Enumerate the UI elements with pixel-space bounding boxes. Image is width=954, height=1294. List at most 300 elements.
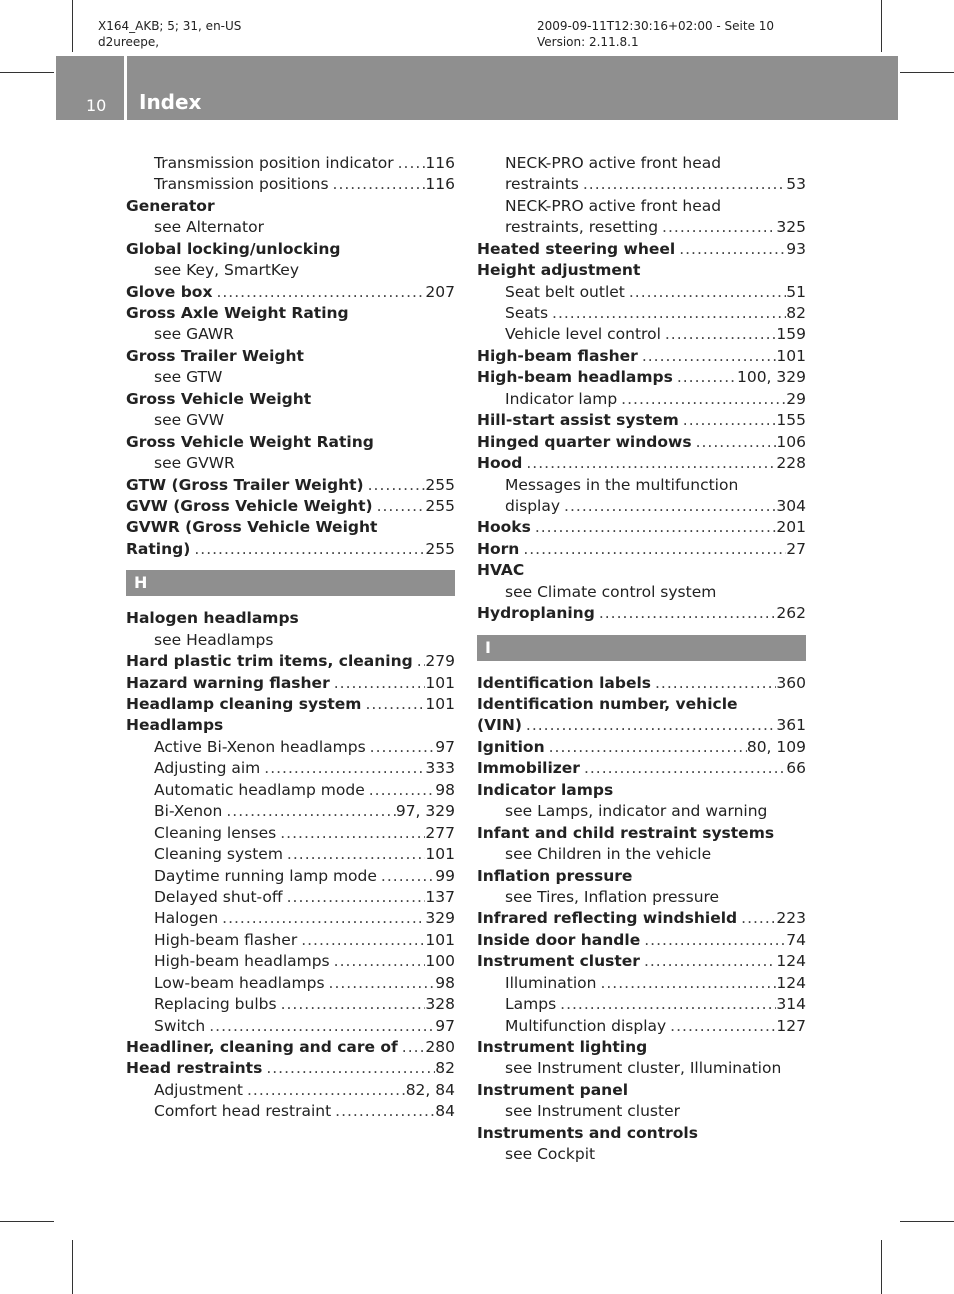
banner-divider (124, 56, 127, 120)
index-term: High-beam headlamps (477, 368, 673, 387)
dot-leader (596, 973, 776, 994)
index-term: Lamps (505, 995, 557, 1014)
index-term: Headlamp cleaning system (126, 695, 362, 714)
index-subentry (126, 801, 455, 822)
page-reference: 82 (435, 1059, 455, 1078)
index-term: Glove box (126, 282, 213, 301)
index-term: Headliner, cleaning and care of (126, 1038, 398, 1057)
index-entry (126, 282, 455, 303)
crop-mark (900, 1221, 954, 1222)
index-entry (126, 539, 455, 560)
index-entry (126, 346, 455, 367)
index-entry (477, 239, 806, 260)
index-subentry (126, 737, 455, 758)
index-section-header: H (126, 570, 455, 596)
index-entry (477, 673, 806, 694)
page-reference: 228 (776, 454, 806, 473)
index-term: Inside door handle (477, 930, 641, 949)
index-entry (126, 716, 455, 737)
page-reference: 101 (425, 845, 455, 864)
dot-leader (737, 908, 776, 929)
dot-leader (297, 930, 425, 951)
index-subentry (477, 325, 806, 346)
index-term: Hill-start assist system (477, 411, 679, 430)
page-reference: 127 (776, 1016, 806, 1035)
dot-leader (658, 217, 776, 238)
index-subentry (126, 758, 455, 779)
page-reference: 93 (786, 239, 806, 258)
dot-leader (377, 866, 435, 887)
page-reference: 304 (776, 496, 806, 515)
index-entry (477, 453, 806, 474)
index-term: Gross Vehicle Weight (126, 389, 312, 408)
dot-leader (617, 389, 786, 410)
page-reference: 223 (776, 909, 806, 928)
index-subentry (477, 282, 806, 303)
page-reference: 277 (425, 823, 455, 842)
dot-leader (519, 539, 786, 560)
index-subentry (126, 908, 455, 929)
dot-leader (413, 651, 426, 672)
dot-leader (651, 673, 776, 694)
index-term: Headlamps (126, 716, 224, 735)
index-term: display (505, 496, 561, 515)
index-term: High-beam flasher (477, 346, 638, 365)
index-term: Illumination (505, 973, 597, 992)
dot-leader (277, 994, 426, 1015)
index-term: Daytime running lamp mode (154, 866, 377, 885)
index-entry (477, 866, 806, 887)
index-term: Delayed shut-off (154, 887, 283, 906)
index-entry (477, 346, 806, 367)
index-entry (126, 303, 455, 324)
index-column-right (477, 153, 806, 1166)
index-subentry (126, 410, 455, 431)
index-entry (126, 651, 455, 672)
page-reference: 84 (435, 1102, 455, 1121)
page-reference: 280 (425, 1038, 455, 1057)
index-subentry (126, 630, 455, 651)
index-term: Instrument lighting (477, 1038, 648, 1057)
dot-leader (190, 539, 425, 560)
page-reference: 101 (425, 695, 455, 714)
index-term: Adjustment (154, 1080, 243, 1099)
dot-leader (522, 453, 776, 474)
dot-leader (330, 673, 426, 694)
index-term: Indicator lamp (505, 389, 618, 408)
page-reference: 255 (425, 539, 455, 558)
index-entry (477, 930, 806, 951)
index-subentry (477, 196, 806, 217)
index-term: Hazard warning flasher (126, 673, 330, 692)
dot-leader (640, 930, 786, 951)
index-subentry (126, 951, 455, 972)
index-term: see Instrument cluster, Illumination (505, 1059, 782, 1078)
index-entry (126, 475, 455, 496)
dot-leader (330, 951, 426, 972)
index-term: Switch (154, 1016, 206, 1035)
dot-leader (595, 603, 777, 624)
index-term: Instrument panel (477, 1080, 629, 1099)
dot-leader (580, 758, 786, 779)
page-reference: 82, 84 (405, 1080, 455, 1099)
index-term: Active Bi-Xenon headlamps (154, 737, 366, 756)
index-term: Low-beam headlamps (154, 973, 325, 992)
index-entry (477, 603, 806, 624)
meta-line: d2ureepe, (98, 35, 160, 49)
dot-leader (548, 303, 786, 324)
page-reference: 207 (425, 282, 455, 301)
page-reference: 66 (786, 759, 806, 778)
index-term: Cleaning system (154, 845, 283, 864)
index-term: Halogen (154, 909, 219, 928)
page-reference: 29 (786, 389, 806, 408)
index-term: see Key, SmartKey (154, 261, 300, 280)
crop-mark (0, 72, 54, 73)
page-reference: 74 (786, 930, 806, 949)
page-reference: 361 (776, 716, 806, 735)
crop-mark (881, 1240, 882, 1294)
index-entry (126, 432, 455, 453)
dot-leader (638, 346, 777, 367)
index-term: Instruments and controls (477, 1123, 698, 1142)
index-term: High-beam flasher (154, 930, 298, 949)
page-reference: 124 (776, 973, 806, 992)
index-term: see Instrument cluster (505, 1102, 680, 1121)
index-term: Rating) (126, 539, 191, 558)
index-term: Gross Vehicle Weight Rating (126, 432, 374, 451)
dot-leader (260, 758, 425, 779)
index-term: Head restraints (126, 1059, 263, 1078)
index-entry (477, 737, 806, 758)
index-term: Inflation pressure (477, 866, 633, 885)
index-subentry (126, 780, 455, 801)
index-subentry (477, 1016, 806, 1037)
dot-leader (262, 1058, 435, 1079)
page-reference: 51 (786, 282, 806, 301)
index-entry (477, 758, 806, 779)
page-reference: 255 (425, 496, 455, 515)
index-term: see GTW (154, 368, 223, 387)
dot-leader (625, 282, 786, 303)
dot-leader (365, 780, 436, 801)
page-reference: 97, 329 (395, 802, 455, 821)
index-term: Infrared reflecting windshield (477, 909, 738, 928)
dot-leader (675, 239, 786, 260)
meta-line: X164_AKB; 5; 31, en-US (98, 19, 242, 33)
index-term: see GAWR (154, 325, 234, 344)
dot-leader (364, 475, 426, 496)
meta-line: Version: 2.11.8.1 (537, 35, 639, 49)
index-term: (VIN) (477, 716, 522, 735)
page-reference: 98 (435, 973, 455, 992)
index-entry (126, 389, 455, 410)
index-term: NECK-PRO active front head (505, 153, 722, 172)
index-entry (477, 410, 806, 431)
index-term: Identification labels (477, 673, 651, 692)
index-entry (477, 539, 806, 560)
index-entry (477, 560, 806, 581)
index-subentry (126, 174, 455, 195)
dot-leader (531, 517, 777, 538)
index-entry (477, 1080, 806, 1101)
index-term: Ignition (477, 737, 545, 756)
page-reference: 97 (435, 737, 455, 756)
index-subentry (477, 174, 806, 195)
index-term: Global locking/unlocking (126, 239, 341, 258)
index-term: Gross Axle Weight Rating (126, 304, 349, 323)
page-title: Index (139, 90, 202, 114)
index-subentry (126, 930, 455, 951)
index-subentry (126, 844, 455, 865)
dot-leader (394, 153, 426, 174)
index-column-left (126, 153, 455, 1123)
page-reference: 325 (776, 218, 806, 237)
index-subentry (126, 887, 455, 908)
index-section-header: I (477, 635, 806, 661)
index-subentry (477, 153, 806, 174)
page-reference: 279 (425, 652, 455, 671)
index-entry (477, 367, 806, 388)
dot-leader (579, 174, 786, 195)
index-term: Immobilizer (477, 759, 580, 778)
index-term: Hood (477, 454, 523, 473)
index-subentry (477, 389, 806, 410)
index-entry (126, 496, 455, 517)
index-term: Seat belt outlet (505, 282, 625, 301)
index-subentry (126, 1016, 455, 1037)
page-reference: 53 (786, 175, 806, 194)
crop-mark (0, 1221, 54, 1222)
index-term: see Children in the vehicle (505, 845, 712, 864)
index-entry (126, 673, 455, 694)
index-term: Heated steering wheel (477, 239, 676, 258)
index-term: Hooks (477, 518, 531, 537)
print-meta-right (537, 18, 774, 50)
index-subentry (477, 801, 806, 822)
index-subentry (126, 973, 455, 994)
dot-leader (222, 801, 395, 822)
index-term: Height adjustment (477, 261, 641, 280)
index-term: see Cockpit (505, 1145, 596, 1164)
index-term: HVAC (477, 561, 525, 580)
index-subentry (477, 887, 806, 908)
page-reference: 82 (786, 304, 806, 323)
index-entry (477, 908, 806, 929)
page-reference: 116 (425, 153, 455, 172)
page-reference: 27 (786, 539, 806, 558)
index-entry (477, 1123, 806, 1144)
page-reference: 137 (425, 887, 455, 906)
index-term: restraints, resetting (505, 218, 659, 237)
index-term: see GVW (154, 411, 225, 430)
index-subentry (477, 1101, 806, 1122)
page-reference: 333 (425, 759, 455, 778)
index-term: restraints (505, 175, 579, 194)
index-term: Bi-Xenon (154, 802, 223, 821)
index-term: GVW (Gross Vehicle Weight) (126, 496, 373, 515)
index-term: Messages in the multifunction (505, 475, 739, 494)
header-banner (56, 56, 898, 120)
index-entry (126, 694, 455, 715)
crop-mark (72, 1240, 73, 1294)
page-reference: 101 (776, 346, 806, 365)
page-reference: 97 (435, 1016, 455, 1035)
dot-leader (366, 737, 436, 758)
index-term: Horn (477, 539, 520, 558)
crop-mark (72, 0, 73, 52)
page-reference: 155 (776, 411, 806, 430)
dot-leader (212, 282, 425, 303)
index-subentry (126, 866, 455, 887)
crop-mark (900, 72, 954, 73)
index-term: Cleaning lenses (154, 823, 277, 842)
page-number: 10 (86, 96, 107, 115)
index-term: Vehicle level control (505, 325, 661, 344)
page-reference: 98 (435, 780, 455, 799)
index-subentry (477, 994, 806, 1015)
page-reference: 201 (776, 518, 806, 537)
index-entry (126, 239, 455, 260)
index-term: Instrument cluster (477, 952, 640, 971)
index-subentry (126, 453, 455, 474)
page-reference: 101 (425, 930, 455, 949)
index-subentry (477, 1144, 806, 1165)
index-term: Gross Trailer Weight (126, 346, 304, 365)
print-meta-left (98, 18, 241, 50)
index-term: GVWR (Gross Vehicle Weight (126, 518, 378, 537)
index-term: see GVWR (154, 454, 235, 473)
index-entry (477, 694, 806, 715)
dot-leader (283, 844, 425, 865)
dot-leader (545, 737, 747, 758)
dot-leader (361, 694, 425, 715)
index-term: Comfort head restraint (154, 1102, 332, 1121)
dot-leader (679, 410, 777, 431)
index-subentry (477, 303, 806, 324)
index-subentry (126, 1080, 455, 1101)
crop-mark (881, 0, 882, 52)
dot-leader (673, 367, 737, 388)
index-term: Transmission position indicator (154, 153, 394, 172)
index-entry (126, 608, 455, 629)
index-subentry (126, 367, 455, 388)
page-reference: 124 (776, 952, 806, 971)
page-reference: 100, 329 (736, 368, 806, 387)
index-subentry (477, 582, 806, 603)
index-entry (477, 517, 806, 538)
index-subentry (126, 217, 455, 238)
page-reference: 255 (425, 475, 455, 494)
page-reference: 314 (776, 995, 806, 1014)
index-term: High-beam headlamps (154, 952, 330, 971)
dot-leader (283, 887, 426, 908)
index-term: Hydroplaning (477, 604, 595, 623)
index-term: see Climate control system (505, 582, 717, 601)
dot-leader (666, 1016, 776, 1037)
dot-leader (243, 1080, 406, 1101)
index-entry (126, 196, 455, 217)
page-reference: 159 (776, 325, 806, 344)
index-term: see Headlamps (154, 630, 274, 649)
index-term: Transmission positions (154, 175, 329, 194)
dot-leader (205, 1016, 435, 1037)
index-subentry (126, 1101, 455, 1122)
index-entry (477, 780, 806, 801)
index-term: Indicator lamps (477, 780, 614, 799)
page-reference: 328 (425, 995, 455, 1014)
index-term: Multifunction display (505, 1016, 667, 1035)
index-subentry (477, 973, 806, 994)
page-reference: 360 (776, 673, 806, 692)
page-reference: 80, 109 (746, 737, 806, 756)
page-reference: 100 (425, 952, 455, 971)
index-term: Generator (126, 196, 215, 215)
dot-leader (373, 496, 426, 517)
index-entry (477, 823, 806, 844)
dot-leader (276, 823, 425, 844)
index-term: Halogen headlamps (126, 609, 299, 628)
index-term: Adjusting aim (154, 759, 261, 778)
index-term: Infant and child restraint systems (477, 823, 775, 842)
page-reference: 99 (435, 866, 455, 885)
index-term: see Tires, Inflation pressure (505, 887, 720, 906)
index-term: Replacing bulbs (154, 995, 277, 1014)
page-reference: 106 (776, 432, 806, 451)
meta-line: 2009-09-11T12:30:16+02:00 - Seite 10 (537, 19, 775, 33)
dot-leader (331, 1101, 435, 1122)
index-entry (126, 1037, 455, 1058)
index-subentry (126, 260, 455, 281)
index-term: Seats (505, 304, 549, 323)
index-subentry (126, 153, 455, 174)
index-entry (477, 432, 806, 453)
dot-leader (556, 994, 776, 1015)
index-entry (477, 716, 806, 737)
index-term: see Alternator (154, 218, 264, 237)
index-subentry (126, 325, 455, 346)
index-term: Hard plastic trim items, cleaning (126, 652, 413, 671)
dot-leader (692, 432, 777, 453)
dot-leader (329, 174, 426, 195)
index-term: Identification number, vehicle (477, 695, 738, 714)
index-subentry (477, 496, 806, 517)
index-entry (126, 1059, 455, 1080)
index-subentry (126, 994, 455, 1015)
index-entry (477, 260, 806, 281)
dot-leader (640, 951, 776, 972)
dot-leader (661, 324, 777, 345)
index-term: GTW (Gross Trailer Weight) (126, 475, 364, 494)
index-entry (126, 517, 455, 538)
index-subentry (477, 1059, 806, 1080)
index-term: NECK-PRO active front head (505, 196, 722, 215)
dot-leader (398, 1037, 426, 1058)
dot-leader (325, 973, 436, 994)
index-subentry (126, 823, 455, 844)
page-reference: 101 (425, 673, 455, 692)
index-entry (477, 951, 806, 972)
index-entry (477, 1037, 806, 1058)
page-reference: 116 (425, 175, 455, 194)
index-subentry (477, 844, 806, 865)
dot-leader (560, 496, 776, 517)
index-subentry (477, 217, 806, 238)
index-subentry (477, 475, 806, 496)
index-term: Hinged quarter windows (477, 432, 692, 451)
page-reference: 262 (776, 604, 806, 623)
index-term: see Lamps, indicator and warning (505, 802, 768, 821)
